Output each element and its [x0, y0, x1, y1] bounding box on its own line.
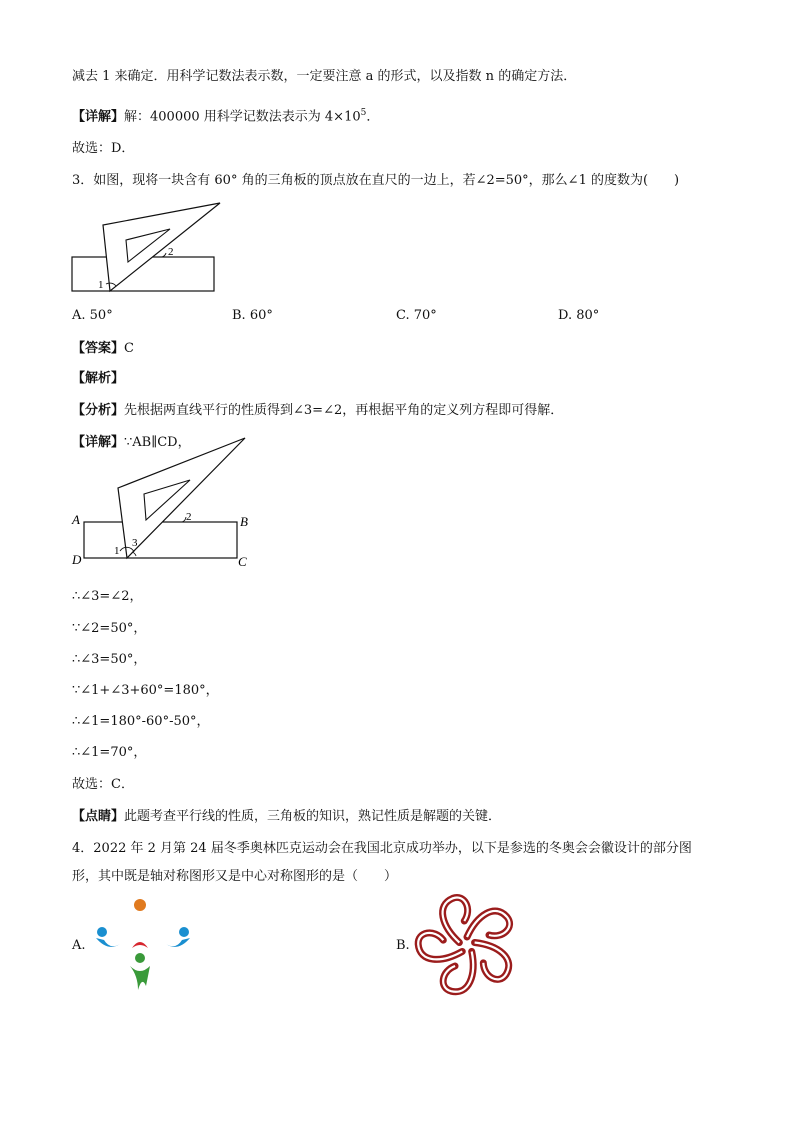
option-b: B. 60° — [232, 308, 273, 323]
detail-line — [72, 104, 379, 126]
comment-tag: 【点睛】 — [72, 809, 125, 824]
step-3: ∴∠3=50°， — [72, 652, 147, 667]
detail-text-2: ∵AB∥CD， — [124, 435, 191, 450]
step-1: ∴∠3=∠2， — [72, 589, 143, 604]
step-5: ∴∠1=180°-60°-50°， — [72, 714, 210, 729]
answer-tag: 【答案】 — [72, 341, 125, 356]
step-7: 故选：C． — [72, 777, 134, 792]
option-c: C. 70° — [396, 308, 437, 323]
logo-option-b — [414, 892, 520, 998]
analysis-subtag: 【分析】 — [72, 403, 125, 418]
detail-tag: 【详解】 — [72, 109, 125, 125]
angle-2-label: 2 — [186, 511, 192, 523]
q4-option-b-label: B. — [396, 938, 410, 953]
triangle — [103, 203, 220, 291]
figure-labeled — [70, 434, 260, 574]
angle-1-label: 1 — [114, 545, 120, 557]
point-c-label: C — [238, 554, 247, 569]
option-a: A. 50° — [72, 308, 113, 323]
analysis-text: 先根据两直线平行的性质得到∠3=∠2，再根据平角的定义列方程即可得解． — [124, 403, 564, 418]
step-2: ∵∠2=50°， — [72, 621, 147, 636]
detail-tag-2: 【详解】 — [72, 435, 125, 450]
point-a-label: A — [72, 512, 80, 527]
logo-option-a — [94, 896, 194, 996]
option-d: D. 80° — [558, 308, 600, 323]
q4-option-a-label: A. — [72, 938, 86, 953]
analysis-line — [72, 402, 563, 420]
angle-3-label: 3 — [132, 537, 138, 549]
point-d-label: D — [72, 552, 82, 567]
angle-2-label: 2 — [168, 246, 174, 258]
answer-line: 故选：D． — [72, 141, 135, 156]
detail-end: ． — [366, 109, 380, 125]
answer-line — [72, 340, 134, 358]
angle-1-label: 1 — [98, 279, 104, 291]
comment-text: 此题考查平行线的性质，三角板的知识，熟记性质是解题的关键． — [124, 809, 502, 824]
exponent: 5 — [360, 108, 367, 118]
question-4-line-2: 形，其中既是轴对称图形又是中心对称图形的是（ ） — [72, 869, 398, 884]
answer-value: C — [124, 341, 134, 356]
point-b-label: B — [240, 514, 248, 529]
comment-line — [72, 808, 501, 826]
question-3: 3．如图，现将一块含有 60° 角的三角板的顶点放在直尺的一边上，若∠2=50°，那么∠1 的度数为( ) — [72, 173, 680, 188]
detail-text: 解：400000 用科学记数法表示为 4×10 — [124, 109, 361, 125]
text-line: 减去 1 来确定．用科学记数法表示数，一定要注意 a 的形式，以及指数 n 的确定方法． — [72, 69, 577, 84]
figure-triangle-ruler — [70, 200, 230, 296]
step-6: ∴∠1=70°， — [72, 745, 147, 760]
analysis-tag: 【解析】 — [72, 371, 125, 386]
step-4: ∵∠1+∠3+60°=180°， — [72, 683, 219, 698]
question-4-line-1: 4．2022 年 2 月第 24 届冬季奥林匹克运动会在我国北京成功举办，以下是参选的冬奥会会徽设计的部分图 — [72, 841, 692, 856]
ruler — [84, 522, 237, 558]
